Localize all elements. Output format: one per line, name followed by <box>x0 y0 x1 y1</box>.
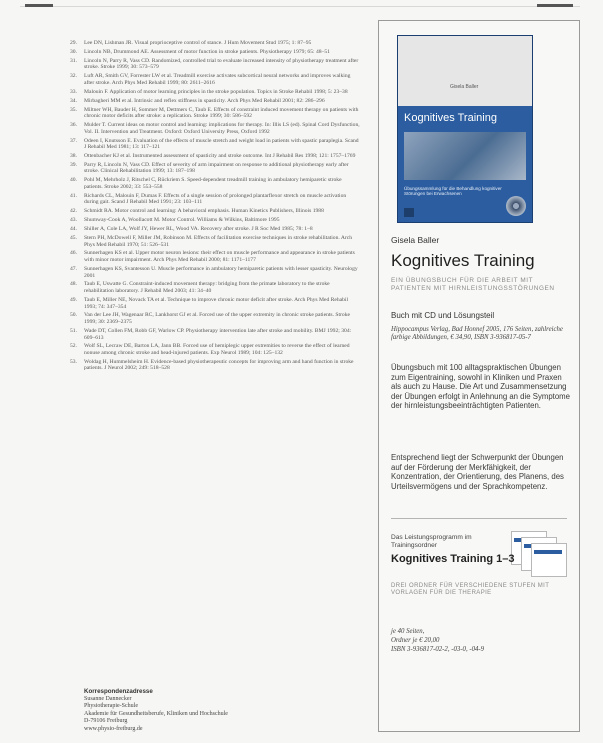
cover-photo <box>404 132 526 180</box>
ad2-spec-line: je 40 Seiten, <box>391 628 425 635</box>
reference-number: 35. <box>70 106 77 113</box>
reference-text: Richards CL, Malouin F, Dumas F. Effects of a single session of prolonged plantarflexor stretch on muscle activation during gait. Scand J Rehabil Med 1991; 23: 103–111 <box>84 192 347 206</box>
reference-number: 46. <box>70 250 77 257</box>
reference-item <box>70 58 360 71</box>
book-advertisement <box>378 20 580 732</box>
publisher-logo-icon <box>404 208 414 217</box>
ad-divider <box>391 518 567 519</box>
correspondence-line: D-79106 Freiburg <box>84 718 128 724</box>
ad-title: Kognitives Training <box>391 251 535 270</box>
reference-text: Mulder T. Current ideas on motor control and learning: implications for therapy. In: Illis LS (ed). Spinal Cord Dysfunction, Vol. II. Intervention and Treatment. Oxford: Oxford University Press, Oxford 1992 <box>84 122 360 135</box>
cover-subtitle: Übungssammlung für die Behandlung kognitiver Störungen bei Erwachsenen <box>404 186 502 197</box>
reference-number: 44. <box>70 226 77 233</box>
reference-list <box>70 40 360 374</box>
reference-text: Wade DT, Collen FM, Robb GF, Warlow CP. Physiotherapy intervention late after stroke and mobility. BMJ 1992; 304: 609–613 <box>84 327 352 341</box>
reference-number: 38. <box>70 152 77 159</box>
ad-author: Gisela Baller <box>391 235 440 245</box>
reference-item <box>70 235 360 248</box>
ad-description: Übungsbuch mit 100 alltagspraktischen Übungen zum Eigentraining, sowohl in Kliniken und Praxen als auch zu Hause. Die Art und Zusammensetzung der Übungen erfolgt in Anlehnung an die Symptome der hirnleistungsbeeinträchtigten Patienten. <box>391 363 571 411</box>
reference-text: Shumway-Cook A, Woollacott M. Motor Control. Williams & Wilkins, Baltimore 1995 <box>84 217 280 224</box>
reference-number: 36. <box>70 122 77 129</box>
reference-text: Schmidt RA. Motor control and learning: A behavioral emphasis. Human Kinetics Publishers, Illinois 1988 <box>84 208 324 215</box>
reference-number: 30. <box>70 48 77 55</box>
cd-disc-icon <box>506 196 526 216</box>
reference-text: Shiller A, Cole LA, Wolf JY, Hewer RL, Wood VA. Recovery after stroke. J R Soc Med 1985; 78: 1–8 <box>84 226 313 233</box>
reference-item <box>70 343 360 356</box>
ad-description-focus: Entsprechend liegt der Schwerpunkt der Übungen auf der Förderung der Merkfähigkeit, der Konzentration, der Orientierung, des Planens, des Urteilsvermögens und der Sprachkompetenz. <box>391 453 564 491</box>
cover-title: Kognitives Training <box>404 112 497 124</box>
reference-text: Taub E, Uswatte G. Constraint-induced movement therapy: bridging from the primate laboratory to the stroke rehabilitation laboratory. J Rehabil Med 2003; 41: 34–40 <box>84 281 330 295</box>
reference-item <box>70 359 360 372</box>
correspondence-block <box>84 688 354 733</box>
reference-number: 53. <box>70 358 77 365</box>
running-head-mark-left <box>25 4 53 7</box>
reference-text: Stern PH, McDowell F, Miller JM, Robinson M. Effects of facilitation exercise techniques in stroke rehabilitation. Arch Phys Med Rehabil 1970; 51: 526–531 <box>84 235 353 248</box>
ad-publisher-info: Hippocampus Verlag, Bad Honnef 2005, 176 Seiten, zahlreiche farbige Abbildungen, € 34,90, ISBN 3-936817-05-7 <box>391 326 563 342</box>
ad-tagline: EIN ÜBUNGSBUCH FÜR DIE ARBEIT MIT PATIENTEN MIT HIRNLEISTUNGSSTÖRUNGEN <box>391 277 555 292</box>
reference-text: Pohl M, Mehrholz J, Ritschel C, Rückriem S. Speed-dependent treadmill training in ambulatory hemiparetic stroke patients. Stroke 2002; 33: 553–558 <box>84 177 342 190</box>
top-rule <box>20 6 580 7</box>
reference-text: Malouin F. Application of motor learning principles in the stroke population. Topics in Stroke Rehabil 1998; 5: 23–38 <box>84 88 348 95</box>
correspondence-line: Akademie für Gesundheitsberufe, Kliniken und Hochschule <box>84 710 228 717</box>
reference-number: 49. <box>70 296 77 303</box>
reference-item <box>70 266 360 279</box>
running-head-mark-right <box>537 4 573 7</box>
reference-text: Van der Lee JH, Wagenaar RC, Lankhorst GJ et al. Forced use of the upper extremity in chronic stroke patients. Stroke 1999; 30: 2369–2375 <box>84 312 351 326</box>
reference-text: Woldag H, Hummelsheim H. Evidence-based physiotherapeutic concepts for improving arm and hand function in stroke patients. J Neurol 2002; 249: 518–528 <box>84 358 354 372</box>
reference-number: 33. <box>70 88 77 95</box>
reference-number: 45. <box>70 235 77 241</box>
correspondence-line: Susanne Dannecker <box>84 695 132 702</box>
reference-number: 39. <box>70 161 77 168</box>
reference-item <box>70 98 360 105</box>
reference-text: Miltner WH, Bauder H, Sommer M, Dettmers C, Taub E. Effects of constraint induced movement therapy on patients with chronic motor deficits after stroke: a replication. Stroke 1999; 30: 586–592 <box>84 106 359 120</box>
ad2-title: Kognitives Training 1–3 <box>391 553 515 565</box>
reference-number: 32. <box>70 73 77 80</box>
ad2-spec-line: ISBN 3-936817-02-2, -03-0, -04-9 <box>391 646 485 653</box>
reference-item <box>70 193 360 206</box>
reference-item <box>70 250 360 263</box>
reference-text: Mirbagheri MM et al. Intrinsic and reflex stiffness in spasticity. Arch Phys Med Rehabil 2001; 82: 286–296 <box>84 97 325 104</box>
reference-item <box>70 208 360 215</box>
reference-text: Lincoln NB, Drummond AE. Assessment of motor function in stroke patients. Physiotherapy 1979; 65: 48–51 <box>84 48 330 55</box>
reference-text: Sunnerhagen KS et al. Upper motor neuron lesions: their effect on muscle performance and appearance in stroke patients with minor motor impairment. Arch Phys Med Rehabil 2000; 81: 1171–1177 <box>84 250 355 264</box>
reference-text: Ottenbacher KJ et al. Instrumented assessment of spasticity and stroke outcome. Int J Rehabil Res 1998; 121: 1757–1769 <box>84 152 356 159</box>
reference-number: 34. <box>70 97 77 104</box>
reference-number: 29. <box>70 40 77 46</box>
reference-text: Lee DN, Lishman JR. Visual proprioceptive control of stance. J Hum Movement Stud 1975; 1: 87–95 <box>84 40 312 46</box>
reference-item <box>70 312 360 325</box>
reference-item <box>70 89 360 96</box>
ad2-tagline: DREI ORDNER FÜR VERSCHIEDENE STUFEN MIT VORLAGEN FÜR DIE THERAPIE <box>391 583 550 597</box>
correspondence-heading: Korrespondenzadresse <box>84 688 153 695</box>
reference-text: Odeen I, Knutsson E. Evaluation of the effects of muscle stretch and weight load in patients with spastic paraplegia. Scand J Rehabil Med 1981; 13: 117–121 <box>84 137 359 151</box>
reference-number: 48. <box>70 281 77 288</box>
ad2-heading: Das Leistungsprogramm im Trainingsordner <box>391 534 472 549</box>
reference-item <box>70 107 360 120</box>
reference-number: 43. <box>70 217 77 224</box>
reference-item <box>70 73 360 86</box>
reference-item <box>70 49 360 56</box>
reference-number: 41. <box>70 192 77 199</box>
reference-number: 47. <box>70 265 77 272</box>
reference-text: Wolf SL, Lecraw DE, Barton LA, Jann BB. Forced use of hemiplegic upper extremities to reverse the effect of learned nonuse among chronic stroke and head-injured patients. Exp Neurol 1989; 104: 125–132 <box>84 343 350 356</box>
reference-item <box>70 226 360 233</box>
reference-number: 31. <box>70 57 77 64</box>
reference-text: Luft AR, Smith GV, Forrester LW et al. Treadmill exercise activates subcortical neural networks and improves walking after stroke. Arch Phys Med Rehabil 1999; 80: 2611–2616 <box>84 73 351 86</box>
reference-item <box>70 177 360 190</box>
reference-number: 42. <box>70 208 77 215</box>
book-cover <box>397 35 533 223</box>
reference-text: Parry R, Lincoln N, Vass CD. Effect of severity of arm impairment on response to additional physiotherapy early after stroke. Clinical Rehabilitation 1999; 13: 187–198 <box>84 161 349 175</box>
reference-item <box>70 281 360 294</box>
reference-item <box>70 153 360 160</box>
ad2-spec-line: Ordner je € 20,00 <box>391 637 440 644</box>
correspondence-web-link[interactable]: www.physio-freiburg.de <box>84 725 143 732</box>
reference-text: Taub E, Miller NE, Novack TA et al. Technique to improve chronic motor deficit after stroke. Arch Phys Med Rehabil 1993; 74: 347–354 <box>84 296 349 310</box>
ad2-specs <box>391 627 571 654</box>
reference-item <box>70 40 360 47</box>
reference-item <box>70 217 360 224</box>
reference-number: 50. <box>70 312 77 319</box>
reference-item <box>70 297 360 310</box>
ad-format: Buch mit CD und Lösungsteil <box>391 311 495 320</box>
correspondence-line: Physiotherapie-Schule <box>84 703 138 709</box>
reference-item <box>70 162 360 175</box>
reference-text: Sunnerhagen KS, Svantesson U. Muscle performance in ambulatory hemiparetic patients with lesser spasticity. Neurology 2001 <box>84 265 358 279</box>
reference-number: 37. <box>70 137 77 144</box>
reference-number: 51. <box>70 327 77 334</box>
reference-number: 52. <box>70 343 77 350</box>
reference-item <box>70 328 360 341</box>
reference-number: 40. <box>70 177 77 184</box>
reference-item <box>70 122 360 135</box>
cover-header-band <box>398 36 532 106</box>
cover-author: Gisela Baller <box>450 84 479 90</box>
reference-text: Lincoln N, Parry R, Vass CD. Randomized, controlled trial to evaluate increased intensity of physiotherapy treatment after stroke. Stroke 1999; 30: 573–579 <box>84 57 359 71</box>
reference-item <box>70 138 360 151</box>
